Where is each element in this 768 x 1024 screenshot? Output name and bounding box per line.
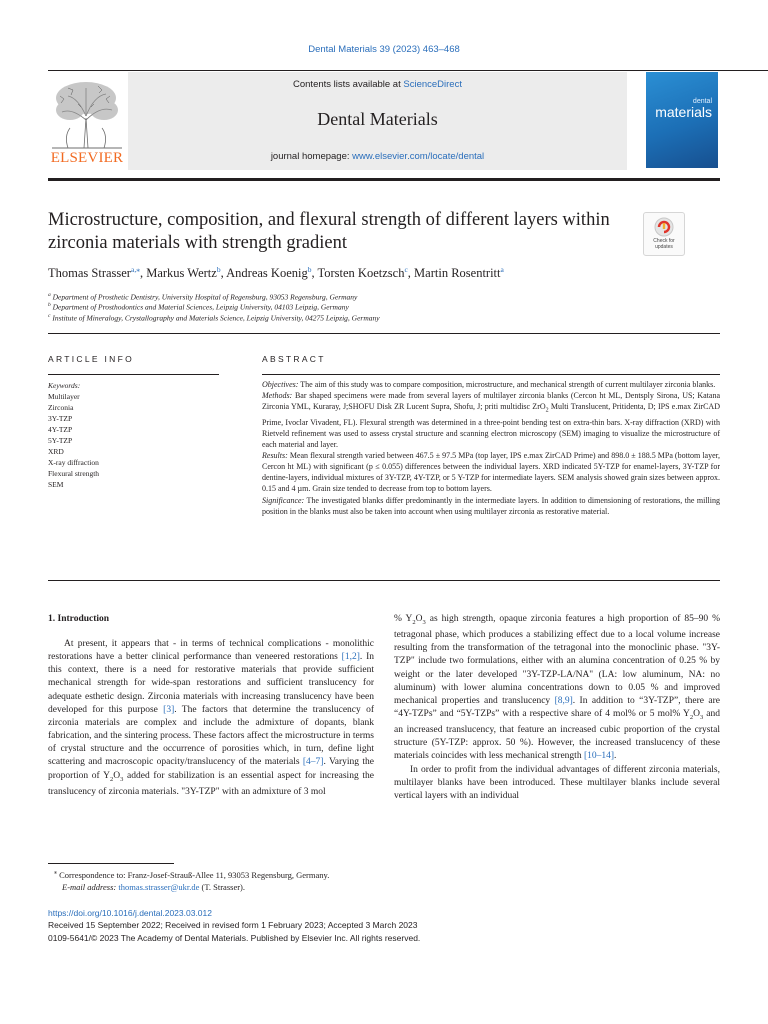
author-4[interactable]: Torsten Koetzsch$^c$ xyxy=(317,265,408,280)
abstract-heading: ABSTRACT xyxy=(262,354,326,364)
sciencedirect-link[interactable]: ScienceDirect xyxy=(403,79,462,90)
correspondence-note: ⁎ Correspondence to: Franz-Josef-Strauß-Allee 11, 93053 Regensburg, Germany. xyxy=(54,869,330,880)
introduction-heading: 1. Introduction xyxy=(48,614,110,624)
abstract-rule xyxy=(262,374,720,375)
article-history: Received 15 September 2022; Received in revised form 1 February 2023; Accepted 3 March 2023 xyxy=(48,920,418,931)
journal-title: Dental Materials xyxy=(317,109,438,129)
journal-cover-thumbnail[interactable] xyxy=(646,72,718,168)
author-1[interactable]: Thomas Strasser$^{a,⁎}$ xyxy=(48,265,140,280)
body-column-left xyxy=(48,638,374,799)
section-rule xyxy=(48,333,720,334)
abstract-results: Results: Mean flexural strength varied between 467.5 ± 97.5 MPa (top layer, IPS e.max ZirCAD Prime) and 898.0 ± 188.5 MPa (bottom layer, Cercon ht ML) with significant (p ≤ 0.055) differences between the individual layers. XRD indicated 5Y-TZP for enamel-layers, 3Y-TZP for dentine-layers, individual mixtures of 3Y-TZP, 4Y-TZP, or 5 Y-TZP for intermediate layers. SEM analysis showed grain sizes between approx. 0.15 and 4 µm. Grain size tended to decrease from top to bottom layers. xyxy=(262,451,720,494)
journal-reference-link[interactable]: Dental Materials 39 (2023) 463–468 xyxy=(308,44,460,55)
citation-link[interactable]: [10–14] xyxy=(583,751,615,762)
top-rule xyxy=(48,70,768,71)
body-column-right xyxy=(394,613,720,803)
keyword: SEM xyxy=(48,480,64,489)
author-2[interactable]: Markus Wertz$^b$ xyxy=(146,265,221,280)
keyword: X-ray diffraction xyxy=(48,458,99,467)
cover-title-small: dental xyxy=(692,98,712,105)
citation-link[interactable]: [8,9] xyxy=(554,695,573,706)
abstract-objectives: Objectives: The aim of this study was to compare composition, microstructure, and mechanical strength of current multilayer zirconia blanks. xyxy=(262,380,716,389)
keyword: Zirconia xyxy=(48,403,74,412)
affiliation-b: $^b$ Department of Prosthodontics and Material Sciences, Leipzig University, 04103 Leipzig, Germany xyxy=(48,302,349,312)
abstract-bottom-rule xyxy=(48,580,720,581)
keyword: 5Y-TZP xyxy=(48,436,73,445)
journal-homepage-link[interactable]: www.elsevier.com/locate/dental xyxy=(352,151,485,162)
citation-link[interactable]: [1,2] xyxy=(341,652,360,663)
author-list: Thomas Strasser$^{a,⁎}$, Markus Wertz$^b$, Andreas Koenig$^b$, Torsten Koetzsch$^c$, Martin Rosentritt$^a$ xyxy=(48,265,504,280)
intro-paragraph-1: At present, it appears that - in terms of technical complications - monolithic restorations have a better clinical performance than veneered restorations [1,2]. In this context, there is a need for restorative materials that provide sufficient mechanical strength for wide-span restorations and sufficient translucency for adequate esthetic design. Zirconia materials with increasing translucency have been developed for this purpose [3]. The factors that determine the translucency of zirconia materials are complex and include the admixture of dopants, blank fabrication, and the sintering process. These factors affect the microstructure in terms of crystal structure and the occurrence of porosities which, in turn, define light scattering and macroscopic opacity/translucency of the materials [4–7]. Varying the proportion of $Y_2O_3$ added for stabilization is an essential aspect for increasing the translucency of zirconia materials. "3Y-TZP" with an admixture of 3 mol xyxy=(48,639,374,797)
check-updates-label: Check for updates xyxy=(653,238,675,250)
citation-link[interactable]: [4–7] xyxy=(302,757,324,768)
cover-title-large: materials xyxy=(655,104,712,120)
footnotes xyxy=(48,867,720,894)
author-3[interactable]: Andreas Koenig$^b$ xyxy=(226,265,312,280)
footnote-rule xyxy=(48,863,174,864)
keyword: 3Y-TZP xyxy=(48,414,73,423)
abstract-body xyxy=(262,379,720,517)
keywords-label: Keywords: xyxy=(48,381,81,390)
doi-link[interactable]: https://doi.org/10.1016/j.dental.2023.03.012 xyxy=(48,908,212,918)
article-info-heading: ARTICLE INFO xyxy=(48,354,135,364)
intro-paragraph-1-continued: % $Y_2O_3$ as high strength, opaque zirconia features a high proportion of 85–90 % tetragonal phase, which produces a stabilizing effect due to a local volume increase resulting from the transformation of the tetragonal into the monoclinic phase. "3Y-TZP" include two formulations, either with an alumina concentration of 0.25 % by weight or the later developed "3Y-TZP-LA/NA" (LA: low aluminum, NA: no aluminum) with lower alumina concentrations down to 0.05 % and improved mechanical properties and translucency [8,9]. In addition to “3Y-TZP”, there are “4Y-TZPs” and “5Y-TZPs” with a respective share of 4 mol% or 5 mol% $Y_2O_3$ and an increased translucency, that feature an increased cubic proportion of the crystal structure (5Y-TZP: approx. 50 %). However, the increased translucency of these materials coincides with less mechanical strength [10–14]. xyxy=(394,614,720,762)
check-for-updates-badge[interactable] xyxy=(643,212,685,256)
elsevier-wordmark: ELSEVIER xyxy=(50,150,124,166)
keyword: XRD xyxy=(48,447,64,456)
keyword: 4Y-TZP xyxy=(48,425,73,434)
abstract-methods: Methods: Bar shaped specimens were made from several layers of multilayer zirconia blanks (Cercon ht ML, Dentsply Sirona, US; Katana Zirconia YML, Kuraray, J;SHOFU Disk ZR Lucent Supra, Shofu, J; priti multidisc ZrO$_2$ Multi Translucent, Pritidenta, D; IPS e.max ZirCAD Prime, Ivoclar Vivadent, FL). Flexural strength was determined in a three-point bending test on extra-thin bars. X-ray diffraction (XRD) with Rietveld refinement was used to assess crystal structure and scanning electron microscopy (SEM) imaging to visualize the microstructure of each material and layer. xyxy=(262,391,720,450)
email-note: E-mail address: thomas.strasser@ukr.de (T. Strasser). xyxy=(62,882,246,893)
affiliation-c: $^c$ Institute of Mineralogy, Crystallography and Materials Science, Leipzig University, 04275 Leipzig, Germany xyxy=(48,313,380,323)
article-info-rule xyxy=(48,374,219,375)
author-5[interactable]: Martin Rosentritt$^a$ xyxy=(414,265,504,280)
citation-link[interactable]: [3] xyxy=(163,704,175,715)
contents-prefix: Contents lists available at xyxy=(293,79,404,90)
keywords-block xyxy=(48,380,218,490)
keyword: Multilayer xyxy=(48,392,80,401)
contents-line xyxy=(128,79,627,90)
header-bottom-rule xyxy=(48,178,720,181)
copyright-line: 0109-5641/© 2023 The Academy of Dental Materials. Published by Elsevier Inc. All rights reserved. xyxy=(48,932,421,943)
intro-paragraph-2: In order to profit from the individual advantages of different zirconia materials, multilayer blanks have been introduced. These multilayer blanks include several vertical layers with an individual xyxy=(394,764,720,801)
affiliation-a: $^a$ Department of Prosthetic Dentistry, University Hospital of Regensburg, 93053 Regensburg, Germany xyxy=(48,292,358,302)
journal-homepage-line xyxy=(128,151,627,162)
article-metadata-footer xyxy=(48,907,720,944)
article-title: Microstructure, composition, and flexural strength of different layers within zirconia materials with strength gradient xyxy=(48,210,610,253)
email-link[interactable]: thomas.strasser@ukr.de xyxy=(118,882,200,893)
abstract-significance: Significance: The investigated blanks differ predominantly in the intermediate layers. In addition to dimensioning of restorations, the milling position in the blanks must also be taken into account when using multilayer zirconia as restorative material. xyxy=(262,495,721,516)
homepage-prefix: journal homepage: xyxy=(270,151,353,162)
keyword: Flexural strength xyxy=(48,469,100,478)
